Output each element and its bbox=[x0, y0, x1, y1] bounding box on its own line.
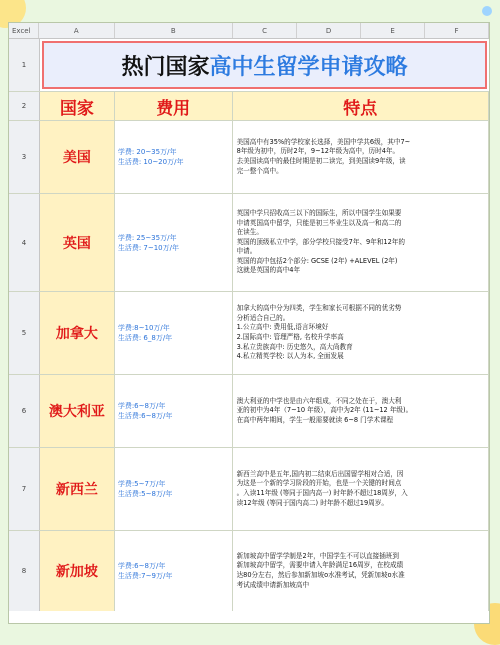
fees-cell[interactable] bbox=[115, 531, 233, 611]
feature-line: 。入读11年级 (等同于国内高一) 时年龄不超过18周岁，入 bbox=[236, 489, 408, 497]
column-header-f[interactable]: F bbox=[425, 23, 489, 38]
features-cell[interactable] bbox=[233, 448, 489, 530]
feature-line: 在读生。 bbox=[236, 228, 263, 237]
feature-line: 亚的初中为4年（7~10 年级），高中为2年 (11~12 年级)。 bbox=[236, 406, 413, 415]
row-number-6[interactable]: 6 bbox=[9, 375, 40, 447]
column-header-row bbox=[9, 23, 489, 39]
tuition-text: 学费:6~8万/年 bbox=[117, 562, 166, 570]
feature-line: 加拿大的高中分为四类，学生和家长可根据不同的优劣势 bbox=[236, 304, 402, 313]
row-4 bbox=[9, 194, 489, 292]
page-title[interactable] bbox=[42, 41, 487, 89]
column-headers-c-f bbox=[233, 23, 489, 38]
row-5 bbox=[9, 292, 489, 375]
features-cell[interactable] bbox=[233, 121, 489, 193]
features-cell[interactable] bbox=[233, 375, 489, 447]
features-cell[interactable] bbox=[233, 194, 489, 291]
title-part-1: 热门国家 bbox=[121, 54, 210, 80]
country-cell[interactable]: 新加坡 bbox=[40, 531, 115, 611]
feature-line: 申请。 bbox=[236, 247, 257, 256]
fees-cell[interactable] bbox=[115, 121, 233, 193]
feature-line: 读12年级 (等同于国内高二) 时年龄不超过19周岁。 bbox=[236, 498, 388, 507]
column-header-b[interactable]: B bbox=[115, 23, 234, 38]
column-header-d[interactable]: D bbox=[297, 23, 361, 38]
living-cost-text: 生活费:7~9万/年 bbox=[117, 572, 173, 580]
living-cost-text: 生活费: 10~20万/年 bbox=[117, 158, 184, 166]
row-number-5[interactable]: 5 bbox=[9, 292, 40, 374]
feature-line: 8年级为初中，历时2年，9~12年级为高中，历时4年。 bbox=[236, 147, 400, 156]
app-name-cell: Excel bbox=[9, 23, 39, 38]
row-number-7[interactable]: 7 bbox=[9, 448, 40, 530]
fees-cell[interactable] bbox=[115, 375, 233, 447]
feature-line: 3.私立贵族高中: 历史悠久，高大尚教育 bbox=[236, 342, 353, 351]
row-number-8[interactable]: 8 bbox=[9, 531, 40, 611]
title-part-2: 高中生留学申请攻略 bbox=[209, 54, 408, 80]
feature-line: 新西兰高中是五年,国内初二结束后出国留学相对合适，因 bbox=[236, 469, 404, 478]
fees-cell[interactable] bbox=[115, 292, 233, 374]
row-number-2[interactable]: 2 bbox=[9, 92, 40, 120]
decor-dot-top-right bbox=[482, 6, 492, 16]
feature-line: 分析适合自己的。 bbox=[236, 313, 290, 322]
feature-line: 美国高中有35%的学校家长选择，美国中学共6级，其中7~ bbox=[236, 137, 411, 146]
header-features[interactable]: 特点 bbox=[233, 92, 489, 120]
feature-line: 澳大利亚的中学也是由六年组成，不同之处在于，澳大利 bbox=[236, 396, 402, 405]
features-cell[interactable] bbox=[233, 292, 489, 374]
row-number-1[interactable]: 1 bbox=[9, 39, 40, 91]
feature-line: 2.国际高中: 管理严格, 名校升学率高 bbox=[236, 333, 344, 341]
row-2 bbox=[9, 92, 489, 121]
feature-line: 英国的顶级私立中学，部分学校只接受7年、9年和12年的 bbox=[236, 237, 405, 246]
spreadsheet bbox=[8, 22, 490, 624]
tuition-text: 学费: 25~35万/年 bbox=[117, 233, 177, 242]
feature-line: 新加坡高中留学，需要申请入年龄满足16周岁，在校成绩 bbox=[236, 561, 404, 570]
tuition-text: 学费:6~8万/年 bbox=[117, 402, 166, 410]
living-cost-text: 生活费:6~8万/年 bbox=[117, 412, 173, 420]
column-header-c[interactable]: C bbox=[233, 23, 297, 38]
column-header-e[interactable]: E bbox=[361, 23, 425, 38]
row-7 bbox=[9, 448, 489, 531]
fees-cell[interactable] bbox=[115, 194, 233, 291]
row-number-3[interactable]: 3 bbox=[9, 121, 40, 193]
header-country[interactable]: 国家 bbox=[40, 92, 115, 120]
country-cell[interactable]: 加拿大 bbox=[40, 292, 115, 374]
column-header-a[interactable]: A bbox=[39, 23, 115, 38]
living-cost-text: 生活费: 7~10万/年 bbox=[117, 243, 179, 252]
feature-line: 这就是英国的高中4年 bbox=[236, 266, 301, 275]
feature-line: 去美国读高中的最佳时期是初二读完，到美国读9年级，读 bbox=[236, 157, 406, 165]
header-fees[interactable]: 费用 bbox=[115, 92, 233, 120]
fees-cell[interactable] bbox=[115, 448, 233, 530]
feature-line: 在高中两年期间，学生一般需要就读 6~8 门学术课程 bbox=[236, 415, 394, 424]
feature-line: 为这是一个新的学习阶段的开始，也是一个关键的时间点 bbox=[236, 479, 402, 488]
feature-line: 考试成绩申请新加坡高中 bbox=[236, 580, 310, 589]
feature-line: 达80分左右，然后参加新加坡o水准考试，凭新加坡o水准 bbox=[236, 571, 405, 579]
country-cell[interactable]: 澳大利亚 bbox=[40, 375, 115, 447]
feature-line: 申请英国高中留学，只能是初三毕业生以及高一和高二的 bbox=[236, 218, 402, 227]
feature-line: 新加坡高中留学学制是2年，中国学生不可以直接插班到 bbox=[236, 551, 400, 560]
feature-line: 英国的高中包括2个部分: GCSE (2年) +ALEVEL (2年) bbox=[236, 256, 398, 265]
living-cost-text: 生活费:5~8万/年 bbox=[117, 490, 173, 498]
row-8 bbox=[9, 531, 489, 611]
feature-line: 完一整个高中。 bbox=[236, 166, 283, 175]
row-3 bbox=[9, 121, 489, 194]
features-cell[interactable] bbox=[233, 531, 489, 611]
feature-line: 4.私立精英学校: 以人为本, 全面发展 bbox=[236, 352, 344, 361]
tuition-text: 学费:8~10万/年 bbox=[117, 324, 170, 332]
row-6 bbox=[9, 375, 489, 448]
country-cell[interactable]: 英国 bbox=[40, 194, 115, 291]
living-cost-text: 生活费: 6_8万/年 bbox=[117, 334, 173, 342]
feature-line: 1.公立高中: 费用低,语言环境好 bbox=[236, 323, 329, 332]
tuition-text: 学费: 20~35万/年 bbox=[117, 148, 177, 156]
tuition-text: 学费:5~7万/年 bbox=[117, 480, 166, 488]
row-1 bbox=[9, 39, 489, 92]
row-number-4[interactable]: 4 bbox=[9, 194, 40, 291]
country-cell[interactable]: 美国 bbox=[40, 121, 115, 193]
country-cell[interactable]: 新西兰 bbox=[40, 448, 115, 530]
feature-line: 英国中学只招收高三以下的国际生，所以中国学生如果要 bbox=[236, 208, 402, 217]
